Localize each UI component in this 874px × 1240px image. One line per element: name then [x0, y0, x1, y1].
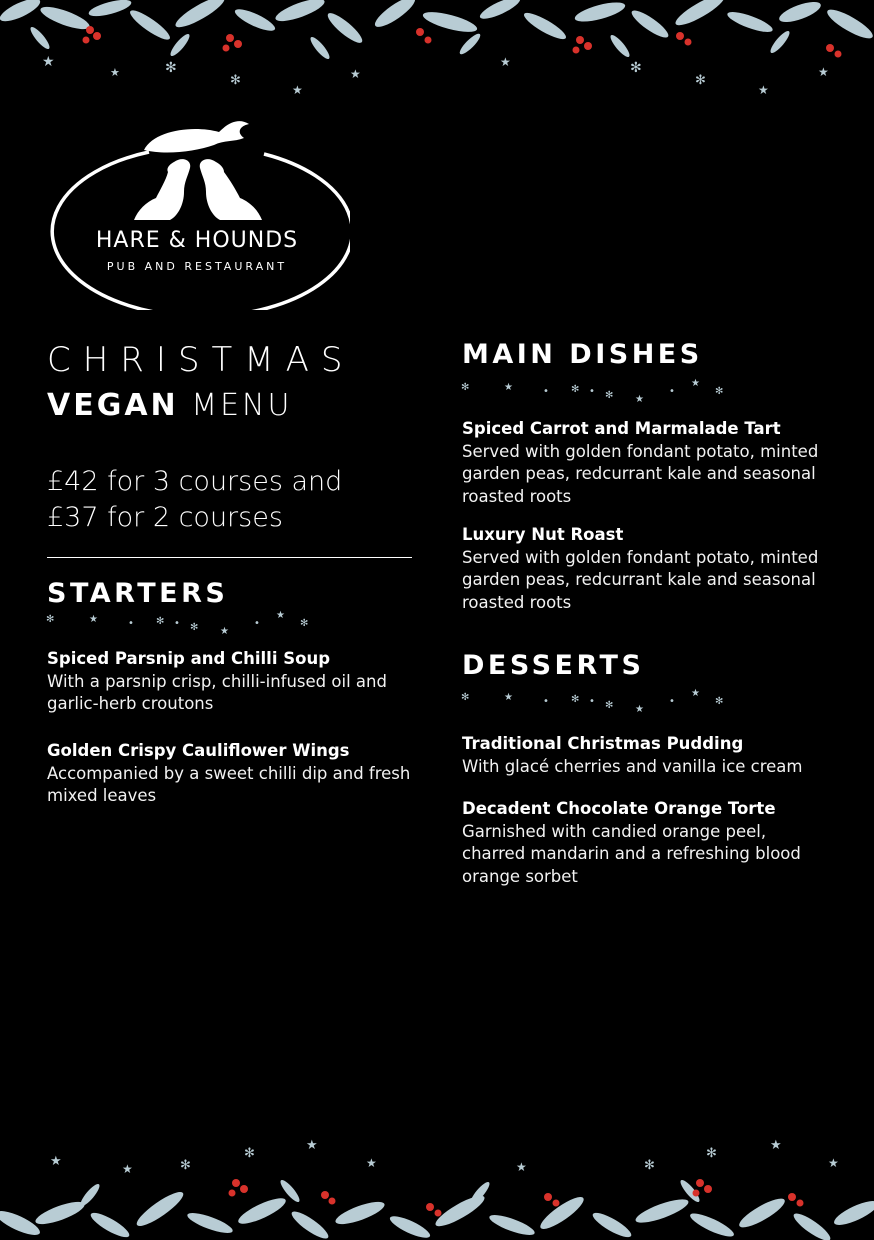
logo-tagline: PUB AND RESTAURANT: [106, 260, 288, 273]
main-dishes-heading: MAIN DISHES: [462, 339, 703, 370]
svg-text:•: •: [543, 696, 549, 707]
starter-item: [47, 648, 417, 716]
logo: [44, 110, 350, 310]
price-line-1: £42 for 3 courses and: [47, 466, 343, 497]
svg-text:★: ★: [770, 1138, 782, 1153]
svg-text:•: •: [589, 696, 595, 707]
svg-text:•: •: [543, 386, 549, 397]
desserts-heading: DESSERTS: [462, 650, 645, 681]
svg-text:•: •: [669, 696, 675, 707]
svg-text:★: ★: [500, 55, 511, 69]
svg-text:★: ★: [292, 83, 303, 97]
svg-text:★: ★: [220, 626, 229, 637]
starters-heading: STARTERS: [47, 578, 229, 609]
main-item: [462, 418, 832, 508]
svg-text:•: •: [669, 386, 675, 397]
starter-item: [47, 740, 417, 808]
svg-text:★: ★: [758, 83, 769, 97]
menu-title-vegan: [47, 388, 292, 423]
price-info: [47, 464, 417, 536]
svg-text:✻: ✻: [244, 1146, 255, 1161]
dessert-item: [462, 733, 832, 778]
menu-title-bold: VEGAN: [47, 388, 179, 423]
svg-text:✻: ✻: [180, 1158, 191, 1173]
svg-text:✻: ✻: [715, 386, 724, 397]
svg-text:✻: ✻: [695, 73, 706, 88]
dish-description: Accompanied by a sweet chilli dip and fresh mixed leaves: [47, 763, 411, 805]
svg-text:★: ★: [691, 378, 700, 389]
svg-text:✻: ✻: [461, 692, 470, 703]
svg-text:✻: ✻: [630, 60, 642, 76]
svg-text:✻: ✻: [461, 382, 470, 393]
price-line-2: £37 for 2 courses: [47, 502, 283, 533]
dish-name: Traditional Christmas Pudding: [462, 734, 744, 753]
svg-text:•: •: [174, 618, 180, 629]
svg-text:✻: ✻: [644, 1158, 655, 1173]
svg-text:✻: ✻: [571, 694, 580, 705]
svg-text:★: ★: [350, 67, 361, 81]
svg-text:•: •: [589, 386, 595, 397]
dish-name: Spiced Parsnip and Chilli Soup: [47, 649, 331, 668]
hare-and-hounds-logo-icon: [44, 110, 350, 310]
svg-text:✻: ✻: [300, 618, 309, 629]
dish-description: Garnished with candied orange peel, charred mandarin and a refreshing blood orange sorbet: [462, 821, 801, 886]
svg-text:★: ★: [50, 1154, 62, 1169]
svg-text:✻: ✻: [46, 614, 55, 625]
svg-text:✻: ✻: [605, 700, 614, 711]
svg-text:★: ★: [504, 692, 513, 703]
svg-text:★: ★: [110, 66, 120, 79]
svg-text:•: •: [128, 618, 134, 629]
menu-title-christmas: CHRISTMAS: [47, 340, 355, 380]
dessert-item: [462, 798, 832, 888]
logo-name: HARE & HOUNDS: [95, 228, 299, 253]
svg-text:✻: ✻: [706, 1146, 717, 1161]
svg-text:★: ★: [89, 614, 98, 625]
svg-text:✻: ✻: [190, 622, 199, 633]
snowflake-dots-decoration: [44, 608, 314, 638]
svg-text:★: ★: [306, 1138, 318, 1153]
dish-name: Spiced Carrot and Marmalade Tart: [462, 419, 781, 438]
dish-name: Golden Crispy Cauliflower Wings: [47, 741, 350, 760]
snowflake-dots-decoration: [459, 686, 729, 716]
dish-description: With a parsnip crisp, chilli-infused oil and garlic-herb croutons: [47, 671, 387, 713]
svg-text:★: ★: [635, 704, 644, 715]
dish-description: Served with golden fondant potato, minted garden peas, redcurrant kale and seasonal roasted roots: [462, 547, 819, 612]
svg-text:✻: ✻: [605, 390, 614, 401]
svg-text:•: •: [254, 618, 260, 629]
svg-text:✻: ✻: [715, 696, 724, 707]
dish-name: Decadent Chocolate Orange Torte: [462, 799, 776, 818]
svg-text:✻: ✻: [230, 73, 241, 88]
svg-text:★: ★: [635, 394, 644, 405]
snowflake-dots-decoration: [459, 376, 729, 406]
svg-text:★: ★: [366, 1156, 377, 1170]
svg-text:★: ★: [42, 54, 55, 70]
svg-text:★: ★: [691, 688, 700, 699]
foliage-border-top: [0, 0, 874, 110]
svg-text:★: ★: [122, 1162, 133, 1176]
dish-description: Served with golden fondant potato, minted garden peas, redcurrant kale and seasonal roasted roots: [462, 441, 819, 506]
menu-title-light: MENU: [191, 388, 293, 423]
svg-text:✻: ✻: [156, 616, 165, 627]
svg-text:★: ★: [828, 1156, 839, 1170]
svg-text:✻: ✻: [571, 384, 580, 395]
svg-text:★: ★: [818, 65, 829, 79]
svg-text:★: ★: [276, 610, 285, 621]
divider: [47, 557, 412, 558]
dish-name: Luxury Nut Roast: [462, 525, 624, 544]
svg-text:★: ★: [516, 1160, 527, 1174]
foliage-border-bottom: [0, 1125, 874, 1240]
main-item: [462, 524, 832, 614]
svg-text:✻: ✻: [165, 60, 177, 76]
svg-text:★: ★: [504, 382, 513, 393]
dish-description: With glacé cherries and vanilla ice cream: [462, 756, 803, 776]
